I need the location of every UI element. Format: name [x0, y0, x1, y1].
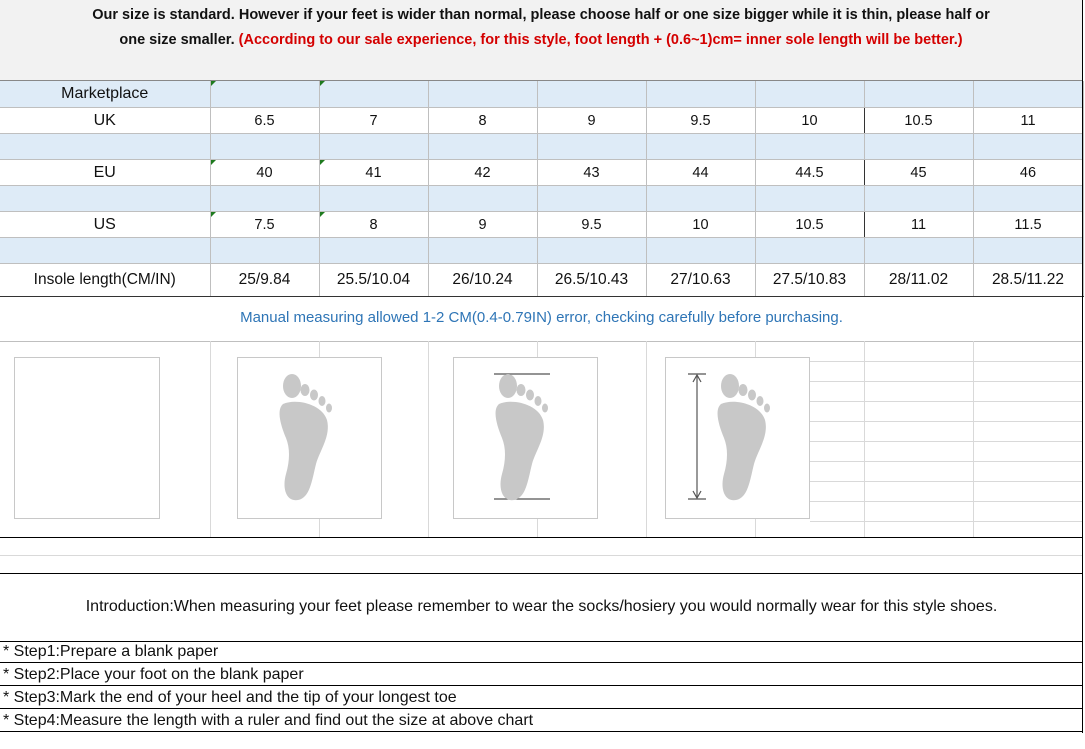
row-label-uk: UK	[0, 108, 210, 134]
right-border	[1082, 0, 1083, 733]
size-cell: 9.5	[537, 212, 646, 238]
row-label-eu: EU	[0, 160, 210, 186]
size-cell: 7	[319, 108, 428, 134]
insole-cell: 26/10.24	[428, 264, 537, 297]
table-row-insole	[0, 264, 1083, 297]
measuring-illustrations	[0, 341, 1083, 537]
header-cell	[646, 81, 755, 108]
foot-icon	[237, 357, 382, 519]
row-label-insole: Insole length(CM/IN)	[0, 264, 210, 297]
introduction-text: Introduction:When measuring your feet please remember to wear the socks/hosiery you would normally wear for this style shoes.	[0, 573, 1083, 642]
size-cell: 7.5	[210, 212, 319, 238]
step-3: * Step3:Mark the end of your heel and the tip of your longest toe	[0, 687, 1083, 709]
size-cell: 11	[973, 108, 1083, 134]
header-cell	[864, 81, 973, 108]
insole-cell: 28/11.02	[864, 264, 973, 297]
size-cell: 9	[428, 212, 537, 238]
size-cell: 8	[319, 212, 428, 238]
table-row-eu	[0, 160, 1083, 186]
step-2: * Step2:Place your foot on the blank paper	[0, 664, 1083, 686]
notice-line-2-text: one size smaller.	[119, 32, 235, 48]
size-chart-table	[0, 81, 1084, 297]
header-cell	[319, 81, 428, 108]
insole-cell: 26.5/10.43	[537, 264, 646, 297]
header-cell	[428, 81, 537, 108]
insole-cell: 28.5/11.22	[973, 264, 1083, 297]
empty-row	[0, 537, 1083, 556]
header-cell	[210, 81, 319, 108]
size-cell: 44.5	[755, 160, 864, 186]
insole-cell: 25.5/10.04	[319, 264, 428, 297]
size-cell: 10.5	[864, 108, 973, 134]
size-cell: 45	[864, 160, 973, 186]
foot-measure-icon	[665, 357, 810, 519]
size-cell: 46	[973, 160, 1083, 186]
header-cell	[973, 81, 1083, 108]
row-label-us: US	[0, 212, 210, 238]
blank-paper-icon	[14, 357, 160, 519]
header-cell	[537, 81, 646, 108]
notice-line-1: Our size is standard. However if your feet is wider than normal, please choose half or one size bigger while it is thin, please half or	[92, 7, 990, 23]
size-cell: 10	[646, 212, 755, 238]
size-cell: 9.5	[646, 108, 755, 134]
size-cell: 11	[864, 212, 973, 238]
size-cell: 44	[646, 160, 755, 186]
table-row-uk	[0, 108, 1083, 134]
notice-line-2	[0, 28, 1082, 53]
step-4: * Step4:Measure the length with a ruler and find out the size at above chart	[0, 710, 1083, 732]
notice-advice-text: (According to our sale experience, for this style, foot length + (0.6~1)cm= inner sole length will be better.)	[238, 32, 963, 48]
foot-marked-icon	[453, 357, 598, 519]
size-cell: 42	[428, 160, 537, 186]
marketplace-header: Marketplace	[0, 81, 210, 108]
size-cell: 9	[537, 108, 646, 134]
header-cell	[755, 81, 864, 108]
size-notice	[0, 0, 1083, 81]
size-cell: 10	[755, 108, 864, 134]
measuring-error-note: Manual measuring allowed 1-2 CM(0.4-0.79IN) error, checking carefully before purchasing.	[0, 297, 1083, 342]
insole-cell: 27/10.63	[646, 264, 755, 297]
table-row-us	[0, 212, 1083, 238]
size-cell: 10.5	[755, 212, 864, 238]
size-cell: 11.5	[973, 212, 1083, 238]
size-cell: 43	[537, 160, 646, 186]
size-cell: 8	[428, 108, 537, 134]
size-cell: 40	[210, 160, 319, 186]
insole-cell: 25/9.84	[210, 264, 319, 297]
insole-cell: 27.5/10.83	[755, 264, 864, 297]
size-cell: 6.5	[210, 108, 319, 134]
size-cell: 41	[319, 160, 428, 186]
step-1: * Step1:Prepare a blank paper	[0, 641, 1083, 663]
